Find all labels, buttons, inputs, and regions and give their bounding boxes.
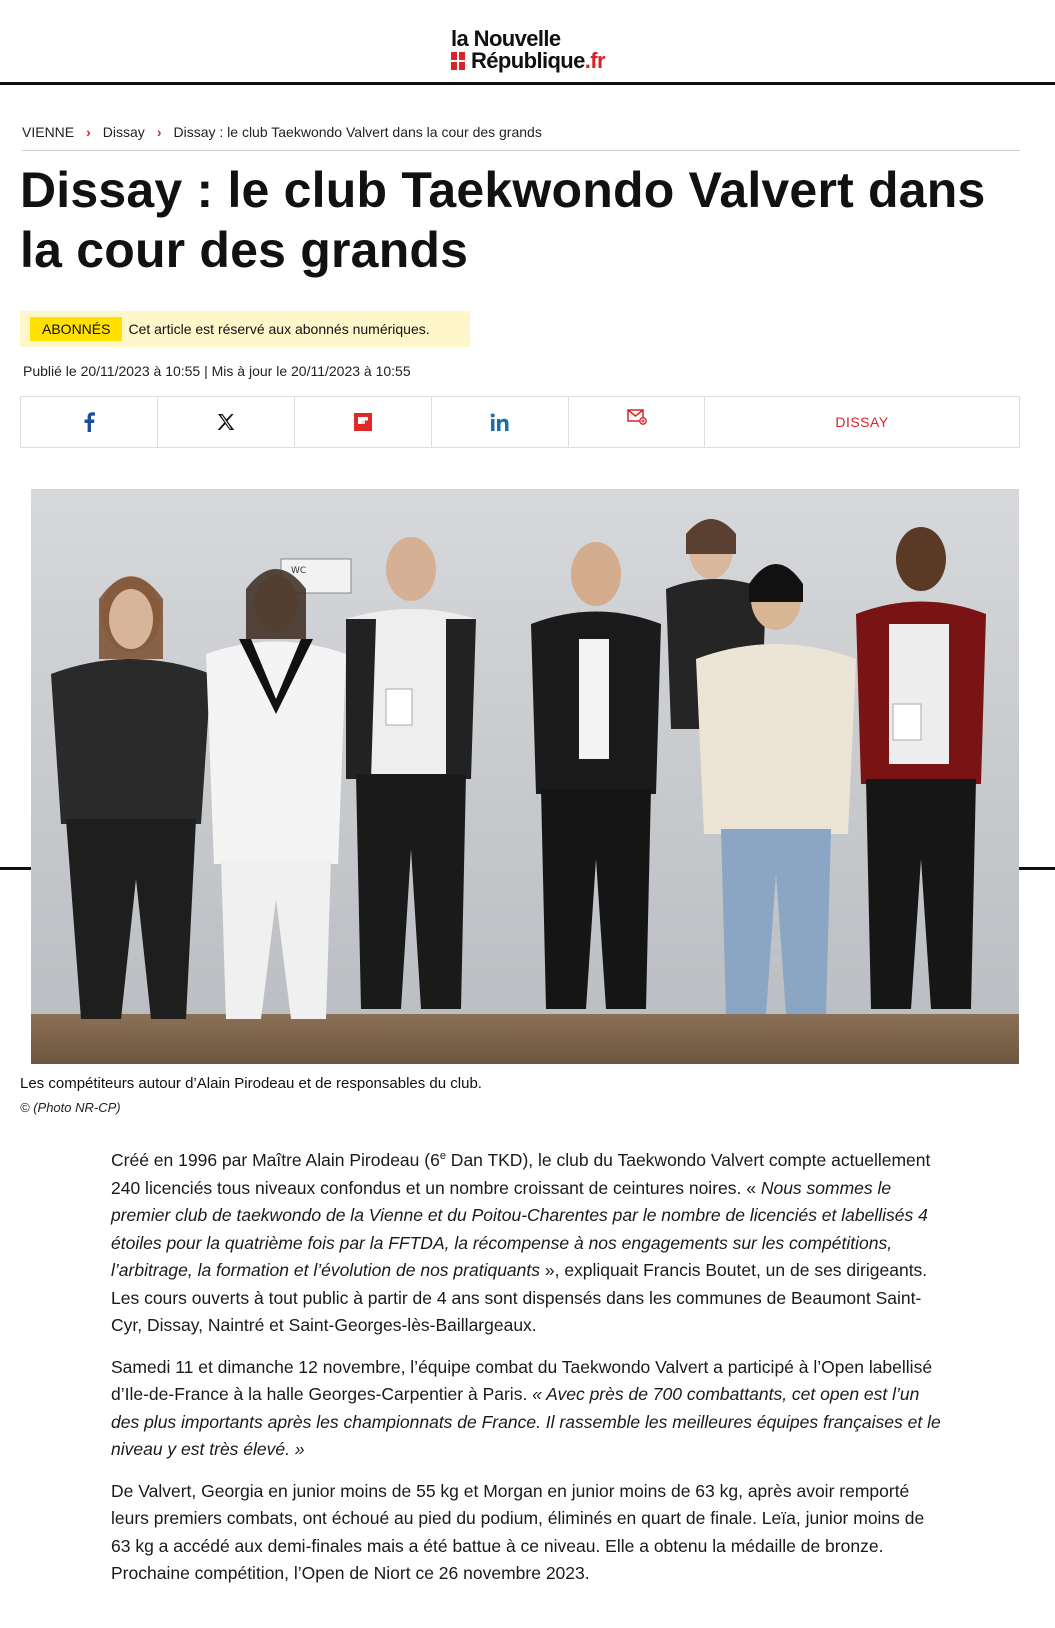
breadcrumb-item-current: Dissay : le club Taekwondo Valvert dans la cour des grands — [173, 124, 542, 140]
publication-dates: Publié le 20/11/2023 à 10:55 | Mis à jour le 20/11/2023 à 10:55 — [23, 363, 411, 379]
tag-dissay-link[interactable]: DISSAY — [835, 414, 889, 430]
share-x-button[interactable] — [158, 397, 295, 447]
article-title: Dissay : le club Taekwondo Valvert dans la cour des grands — [20, 162, 986, 278]
chevron-right-icon: › — [156, 124, 162, 140]
photo-credit: © (Photo NR-CP) — [20, 1100, 121, 1115]
breadcrumb-item-vienne[interactable]: VIENNE — [22, 124, 75, 140]
x-icon — [217, 413, 235, 431]
divider — [1018, 867, 1055, 870]
logo-line1: la Nouvelle — [451, 26, 561, 51]
share-email-button[interactable] — [569, 397, 705, 447]
article-body — [111, 1147, 941, 1602]
site-logo[interactable] — [451, 28, 631, 72]
flipboard-icon — [354, 413, 372, 431]
article-photo — [31, 489, 1019, 1064]
share-linkedin-button[interactable] — [432, 397, 569, 447]
subscriber-badge: ABONNÉS — [30, 317, 122, 341]
logo-suffix: .fr — [584, 48, 605, 73]
site-header — [0, 0, 1055, 85]
paragraph: Samedi 11 et dimanche 12 novembre, l’équipe combat du Taekwondo Valvert a participé à l’Open labellisé d’Ile-de-France à la halle Georges-Carpentier à Paris. « Avec près de 700 combattants, cet open est l’un des plus importants après les championnats de France. Il rassemble les meilleures équipes françaises et le niveau y est très élevé. » — [111, 1356, 941, 1459]
subscriber-notice-text: Cet article est réservé aux abonnés numériques. — [128, 321, 430, 337]
subscriber-notice — [20, 311, 470, 347]
team-photo-image — [31, 489, 1019, 1064]
breadcrumb — [22, 124, 1020, 151]
share-bar — [20, 396, 1020, 448]
svg-text:WC: WC — [291, 566, 307, 576]
paragraph: De Valvert, Georgia en junior moins de 55 kg et Morgan en junior moins de 63 kg, après avoir remporté leurs premiers combats, ont échoué au pied du podium, éliminés en quart de finale. Leïa, junior moins de 63 kg a accédé aux demi-finales mais a été battue à ce niveau. Elle a obtenu la médaille de bronze. Prochaine compétition, l’Open de Niort ce 26 novembre 2023. — [111, 1480, 925, 1583]
share-facebook-button[interactable] — [21, 397, 158, 447]
breadcrumb-item-dissay[interactable]: Dissay — [102, 124, 145, 140]
share-flipboard-button[interactable] — [295, 397, 432, 447]
photo-caption: Les compétiteurs autour d’Alain Pirodeau et de responsables du club. — [20, 1075, 482, 1092]
logo-mark-icon — [451, 52, 465, 70]
chevron-right-icon: › — [86, 124, 91, 140]
facebook-icon — [83, 412, 95, 432]
paragraph: Créé en 1996 par Maître Alain Pirodeau (6e Dan TKD), le club du Taekwondo Valvert compte actuellement 240 licenciés tous niveaux confondus et un nombre croissant de ceintures noires. « Nous sommes le premier club de taekwondo de la Vienne et du Poitou-Charentes par le nombre de licenciés et labellisés 4 étoiles pour la quatrième fois par la FFTDA, la récompense à nos engagements sur les compétitions, l’arbitrage, la formation et l’évolution de nos pratiquants », expliquait Francis Boutet, un de ses dirigeants. Les cours ouverts à tout public à partir de 4 ans sont dispensés dans les communes de Beaumont Saint-Cyr, Dissay, Naintré et Saint-Georges-lès-Baillargeaux. — [111, 1150, 931, 1335]
logo-line2: République — [471, 48, 585, 73]
linkedin-icon — [490, 413, 510, 431]
email-icon — [627, 409, 647, 425]
